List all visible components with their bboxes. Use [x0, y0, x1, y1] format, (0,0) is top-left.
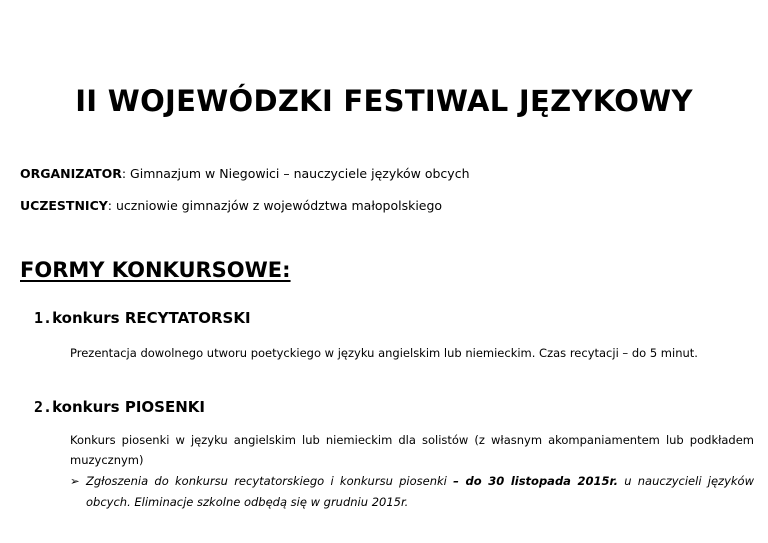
contest-prefix: konkurs	[52, 309, 125, 327]
participants-line	[20, 198, 442, 213]
contest-number: 1.	[34, 309, 53, 327]
contest-number: 2.	[34, 398, 53, 416]
page-title: II WOJEWÓDZKI FESTIWAL JĘZYKOWY	[75, 84, 693, 118]
organizer-value: : Gimnazjum w Niegowici – nauczyciele języków obcych	[121, 166, 470, 181]
organizer-line	[20, 166, 470, 181]
forms-heading: FORMY KONKURSOWE:	[20, 258, 291, 282]
bullet-line	[70, 471, 754, 492]
contest-heading-song	[34, 398, 205, 416]
contest-description-song: Konkurs piosenki w języku angielskim lub niemieckim dla solistów (z własnym akompaniamentem lub podkładem muzycznym)	[70, 433, 754, 467]
bullet-text-before: Zgłoszenia do konkursu recytatorskiego i konkursu piosenki	[86, 474, 454, 488]
registration-bullet	[70, 471, 754, 513]
contest-kind: PIOSENKI	[124, 398, 205, 416]
arrow-bullet-icon: ➢	[70, 474, 80, 488]
contest-prefix: konkurs	[52, 398, 125, 416]
bullet-text-after: u nauczycieli języków	[617, 474, 754, 488]
contest-kind: RECYTATORSKI	[124, 309, 251, 327]
registration-deadline: – do 30 listopada 2015r.	[453, 474, 618, 488]
contest-description-recitation: Prezentacja dowolnego utworu poetyckiego w języku angielskim lub niemieckim. Czas recytacji – do 5 minut.	[70, 346, 698, 360]
bullet-line-continued: obcych. Eliminacje szkolne odbędą się w grudniu 2015r.	[86, 495, 409, 509]
contest-heading-recitation	[34, 309, 251, 327]
organizer-label: ORGANIZATOR	[20, 166, 122, 181]
participants-label: UCZESTNICY	[20, 198, 108, 213]
participants-value: : uczniowie gimnazjów z województwa małopolskiego	[107, 198, 443, 213]
